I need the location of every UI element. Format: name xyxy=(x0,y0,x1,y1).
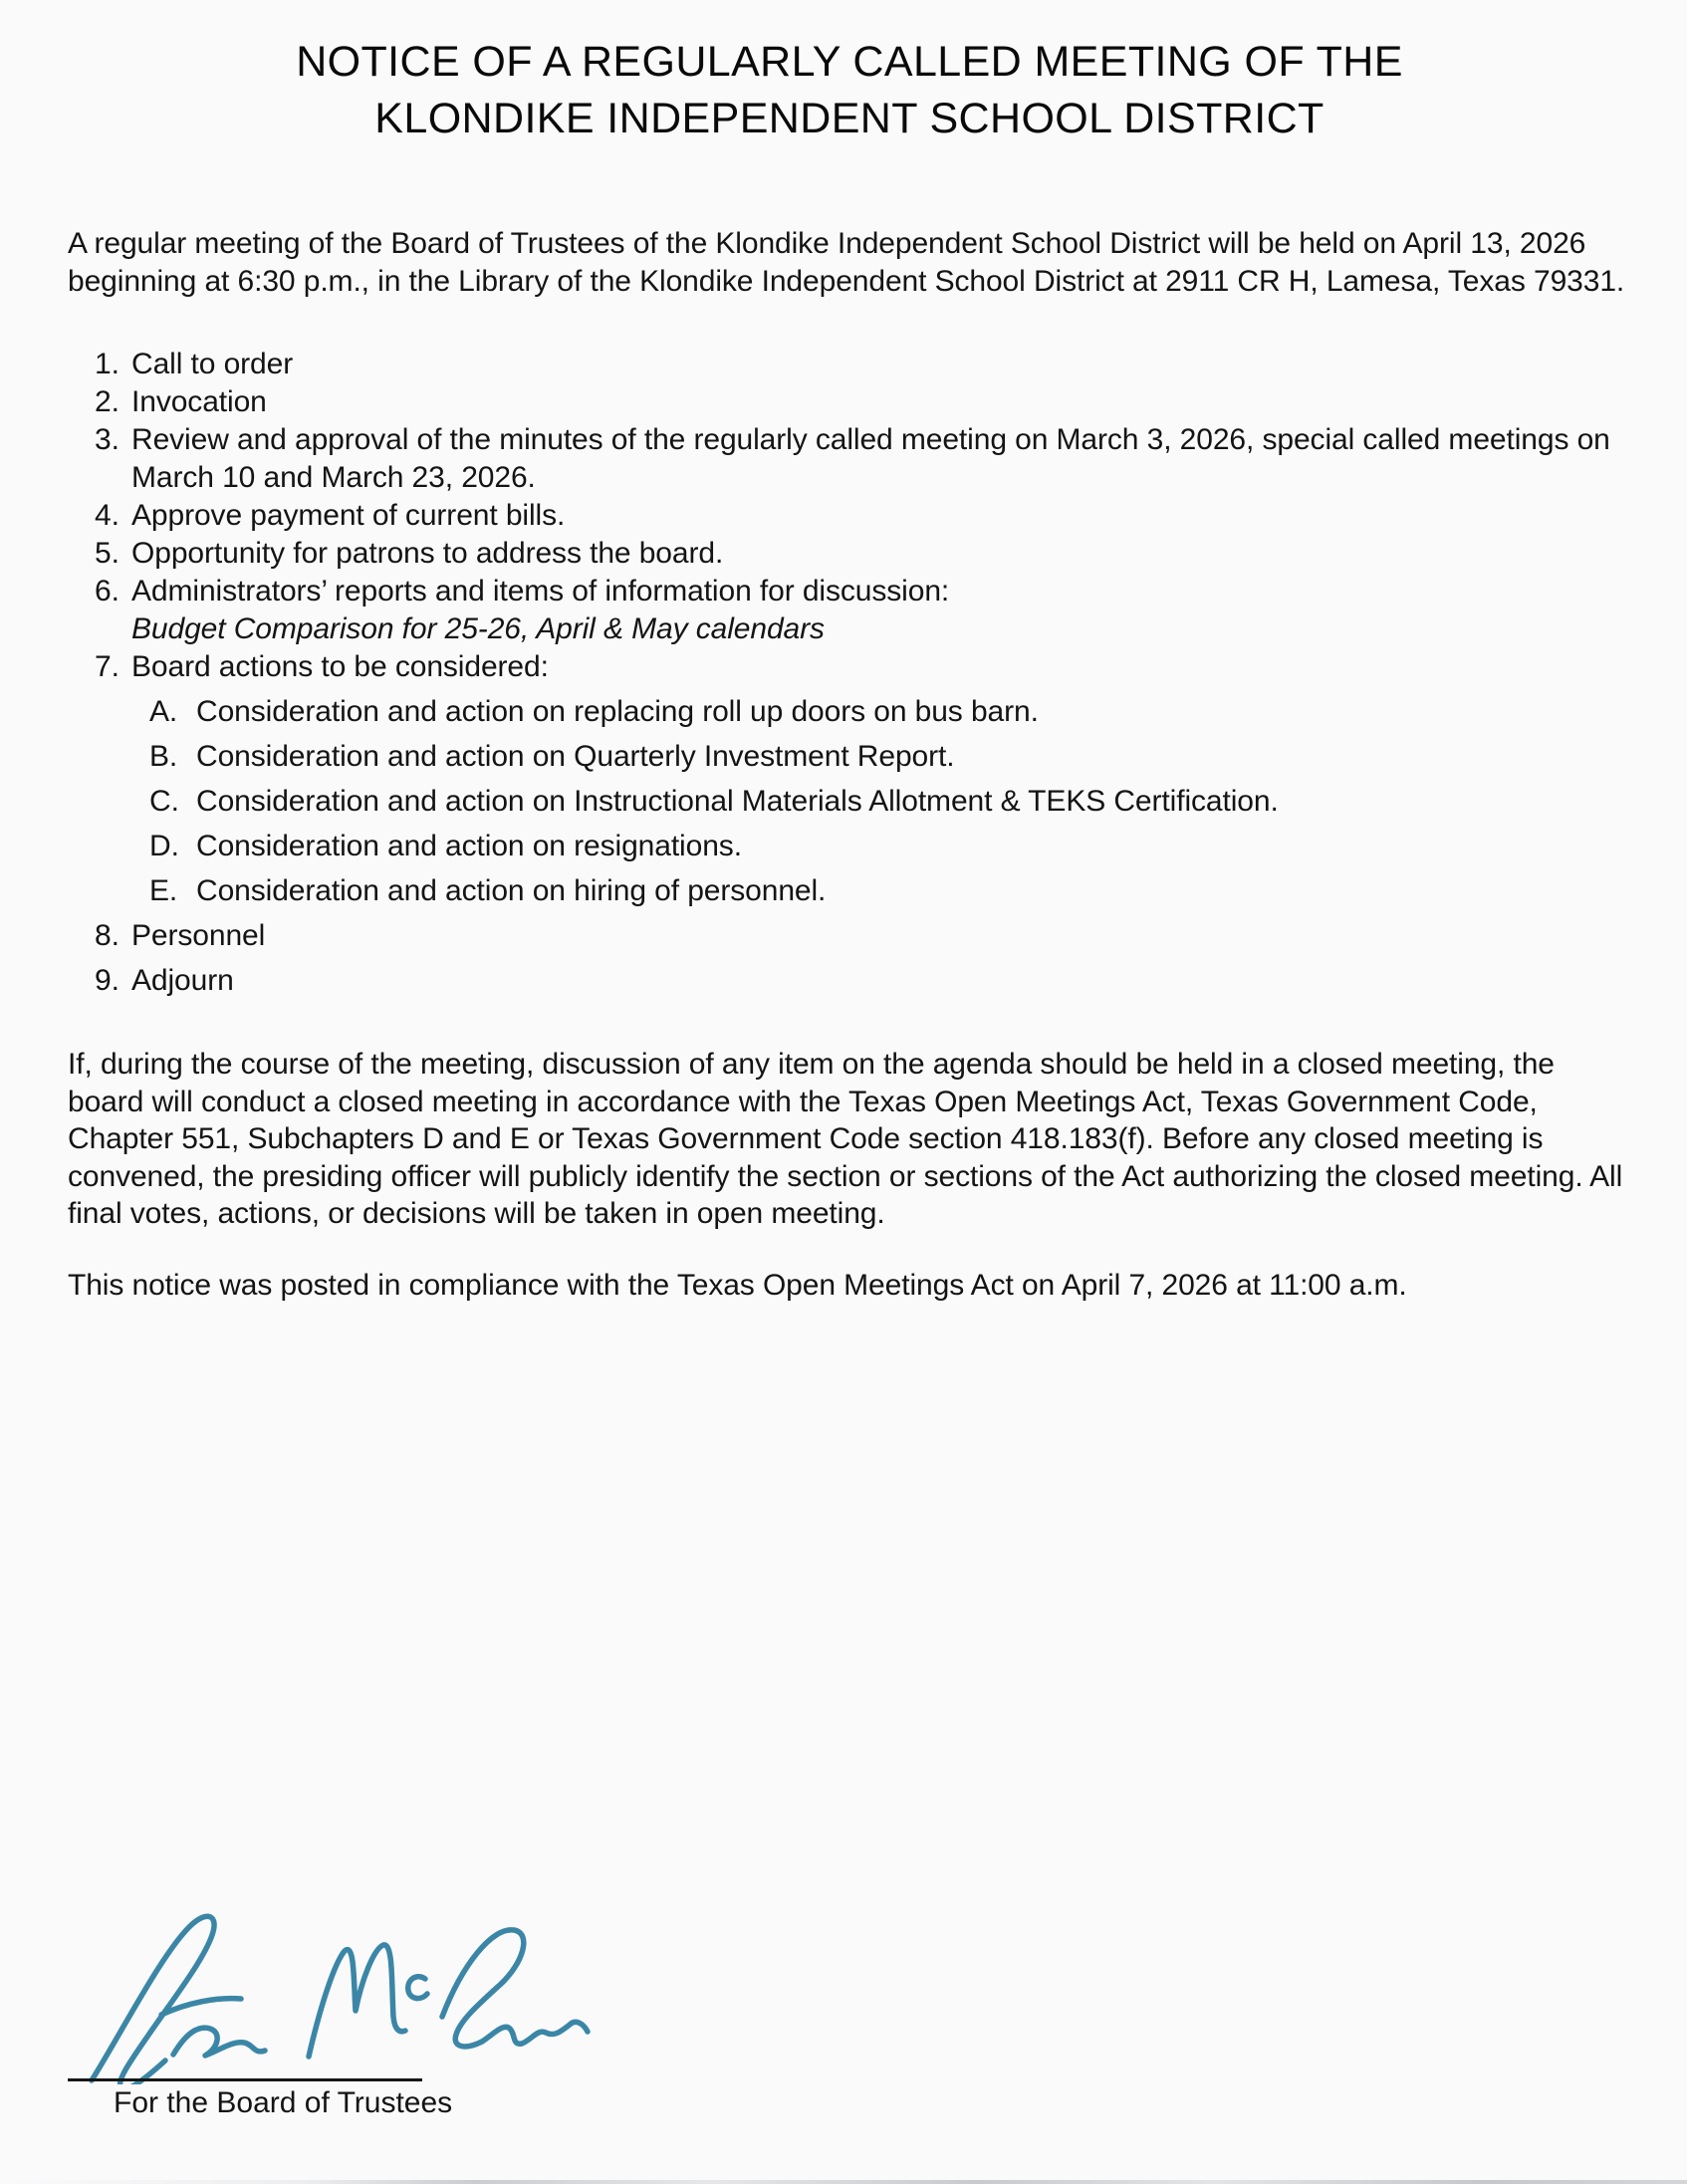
agenda-subitem-text: Consideration and action on Instructional Materials Allotment & TEKS Certification. xyxy=(196,785,1279,818)
agenda-item-3 xyxy=(95,421,1631,497)
agenda-subitem-text: Consideration and action on replacing roll up doors on bus barn. xyxy=(196,695,1039,728)
closed-meeting-paragraph: If, during the course of the meeting, discussion of any item on the agenda should be held in a closed meeting, the board will conduct a closed meeting in accordance with the Texas Open Meetings Act, Texas Government Code, Chapter 551, Subchapters D and E or Texas Government Code section 418.183(f). Before any closed meeting is convened, the presiding officer will publicly identify the section or sections of the Act authorizing the closed meeting. All final votes, actions, or decisions will be taken in open meeting. xyxy=(68,1048,1623,1230)
agenda-subitem-7d xyxy=(149,828,1631,865)
agenda-item-text: Adjourn xyxy=(131,964,234,997)
agenda-item-number: 9. xyxy=(95,964,120,997)
agenda-item-text: Review and approval of the minutes of the regularly called meeting on March 3, 2026, special called meetings on March 10 and March 23, 2026. xyxy=(131,423,1610,494)
agenda-item-text: Invocation xyxy=(131,385,267,418)
agenda-item-6 xyxy=(95,573,1631,610)
agenda-item-2 xyxy=(95,383,1631,421)
signature-line xyxy=(68,2078,422,2081)
page-title xyxy=(68,34,1631,147)
agenda-item-number: 5. xyxy=(95,537,120,570)
signature-handwriting xyxy=(78,1885,596,2084)
agenda-item-7 xyxy=(95,648,1631,686)
agenda-item-text: Call to order xyxy=(131,348,294,380)
agenda-item-text: Personnel xyxy=(131,919,266,952)
agenda-item-number: 3. xyxy=(95,423,120,456)
agenda-subitem-letter: D. xyxy=(149,830,179,862)
signature-block xyxy=(68,1885,625,2144)
agenda-subitem-7b xyxy=(149,738,1631,776)
agenda-subitem-letter: C. xyxy=(149,785,179,818)
agenda-item-9 xyxy=(95,962,1631,1000)
agenda-item-number: 2. xyxy=(95,385,120,418)
agenda-item-6-note: Budget Comparison for 25-26, April & May calendars xyxy=(131,612,825,645)
agenda-subitem-7a xyxy=(149,693,1631,731)
agenda-subitem-7c xyxy=(149,783,1631,821)
intro-paragraph: A regular meeting of the Board of Trustees of the Klondike Independent School District will be held on April 13, 2026 beginning at 6:30 p.m., in the Library of the Klondike Independent School District at 2911 CR H, Lamesa, Texas 79331. xyxy=(68,227,1625,298)
agenda-list xyxy=(68,346,1631,1000)
agenda-item-number: 1. xyxy=(95,348,120,380)
page-title-line2: KLONDIKE INDEPENDENT SCHOOL DISTRICT xyxy=(374,95,1325,142)
agenda-item-text: Administrators’ reports and items of information for discussion: xyxy=(131,575,950,607)
agenda-item-number: 4. xyxy=(95,499,120,532)
agenda-item-1 xyxy=(95,346,1631,383)
agenda-subitem-text: Consideration and action on Quarterly Investment Report. xyxy=(196,740,955,773)
agenda-subitem-text: Consideration and action on hiring of personnel. xyxy=(196,874,827,907)
agenda-item-5 xyxy=(95,535,1631,573)
agenda-item-4 xyxy=(95,497,1631,535)
posted-notice-paragraph: This notice was posted in compliance with the Texas Open Meetings Act on April 7, 2026 at 11:00 a.m. xyxy=(68,1268,1407,1302)
agenda-subitem-letter: B. xyxy=(149,740,178,773)
agenda-subitem-7e xyxy=(149,872,1631,910)
agenda-item-number: 6. xyxy=(95,575,120,607)
scan-edge-artifact xyxy=(0,2180,1687,2184)
agenda-subitem-text: Consideration and action on resignations. xyxy=(196,830,742,862)
agenda-subitem-letter: E. xyxy=(149,874,178,907)
agenda-item-number: 8. xyxy=(95,919,120,952)
page-title-line1: NOTICE OF A REGULARLY CALLED MEETING OF THE xyxy=(296,38,1403,86)
agenda-subitem-letter: A. xyxy=(149,695,178,728)
agenda-item-text: Approve payment of current bills. xyxy=(131,499,566,532)
agenda-item-text: Opportunity for patrons to address the board. xyxy=(131,537,724,570)
agenda-item-text: Board actions to be considered: xyxy=(131,650,549,683)
agenda-item-number: 7. xyxy=(95,650,120,683)
signature-caption: For the Board of Trustees xyxy=(114,2086,453,2119)
agenda-item-8 xyxy=(95,917,1631,955)
